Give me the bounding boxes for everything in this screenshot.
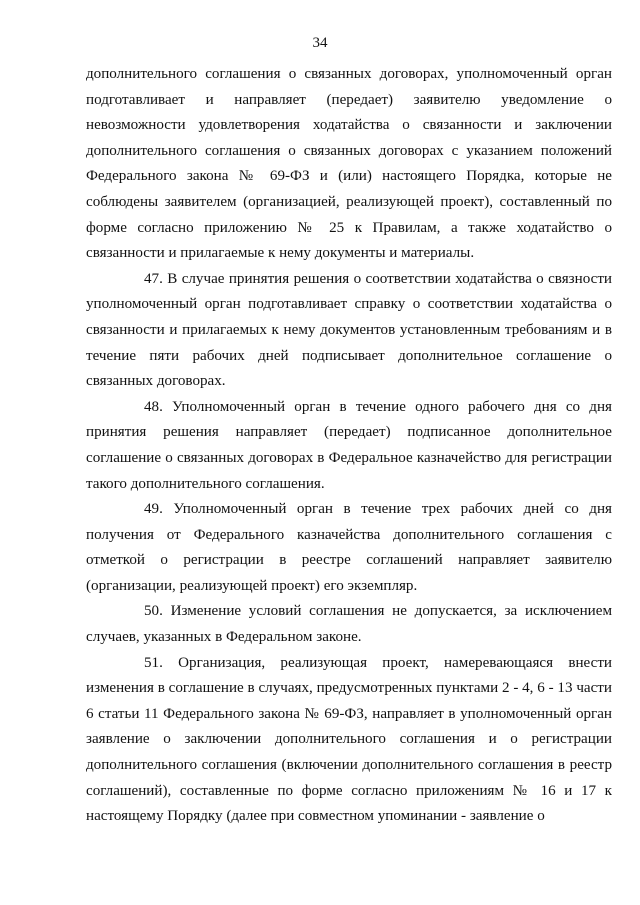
page-number: 34 (312, 35, 328, 51)
paragraph-49: 49. Уполномоченный орган в течение трех рабочих дней со дня получения от Федерального казначейства дополнительного соглашения с отметкой о регистрации в реестре соглашений направляет заявителю (организации, реализующей проект) его экземпляр. (86, 501, 612, 594)
paragraph-47: 47. В случае принятия решения о соответствии ходатайства о связности уполномоченный орган подготавливает справку о соответствии ходатайства о связанности и прилагаемых к нему документов установленным требованиям и в течение пяти рабочих дней подписывает дополнительное соглашение о связанных договорах. (86, 270, 612, 390)
paragraph-continuation: дополнительного соглашения о связанных договорах, уполномоченный орган подготавливает и направляет (передает) заявителю уведомление о невозможности удовлетворения ходатайства о связанности и заключении дополнительного соглашения о связанных договорах с указанием положений Федерального закона № 69-ФЗ и (или) настоящего Порядка, которые не соблюдены заявителем (организацией, реализующей проект), составленный по форме согласно приложению № 25 к Правилам, а также ходатайство о связанности и прилагаемые к нему документы и материалы. (86, 66, 612, 262)
paragraph-48: 48. Уполномоченный орган в течение одного рабочего дня со дня принятия решения направляет (передает) подписанное дополнительное соглашение о связанных договорах в Федеральное казначейство для регистрации такого дополнительного соглашения. (86, 398, 612, 492)
paragraph-51: 51. Организация, реализующая проект, намеревающаяся внести изменения в соглашение в случаях, предусмотренных пунктами 2 - 4, 6 - 13 части 6 статьи 11 Федерального закона № 69-ФЗ, направляет в уполномоченный орган заявление о заключении дополнительного соглашения и о регистрации дополнительного соглашения (включении дополнительного соглашения в реестр соглашений), составленные по форме согласно приложениям № 16 и 17 к настоящему Порядку (далее при совместном упоминании - заявление о (86, 654, 612, 825)
body-text (86, 62, 612, 830)
paragraph-50: 50. Изменение условий соглашения не допускается, за исключением случаев, указанных в Федеральном законе. (86, 603, 612, 646)
